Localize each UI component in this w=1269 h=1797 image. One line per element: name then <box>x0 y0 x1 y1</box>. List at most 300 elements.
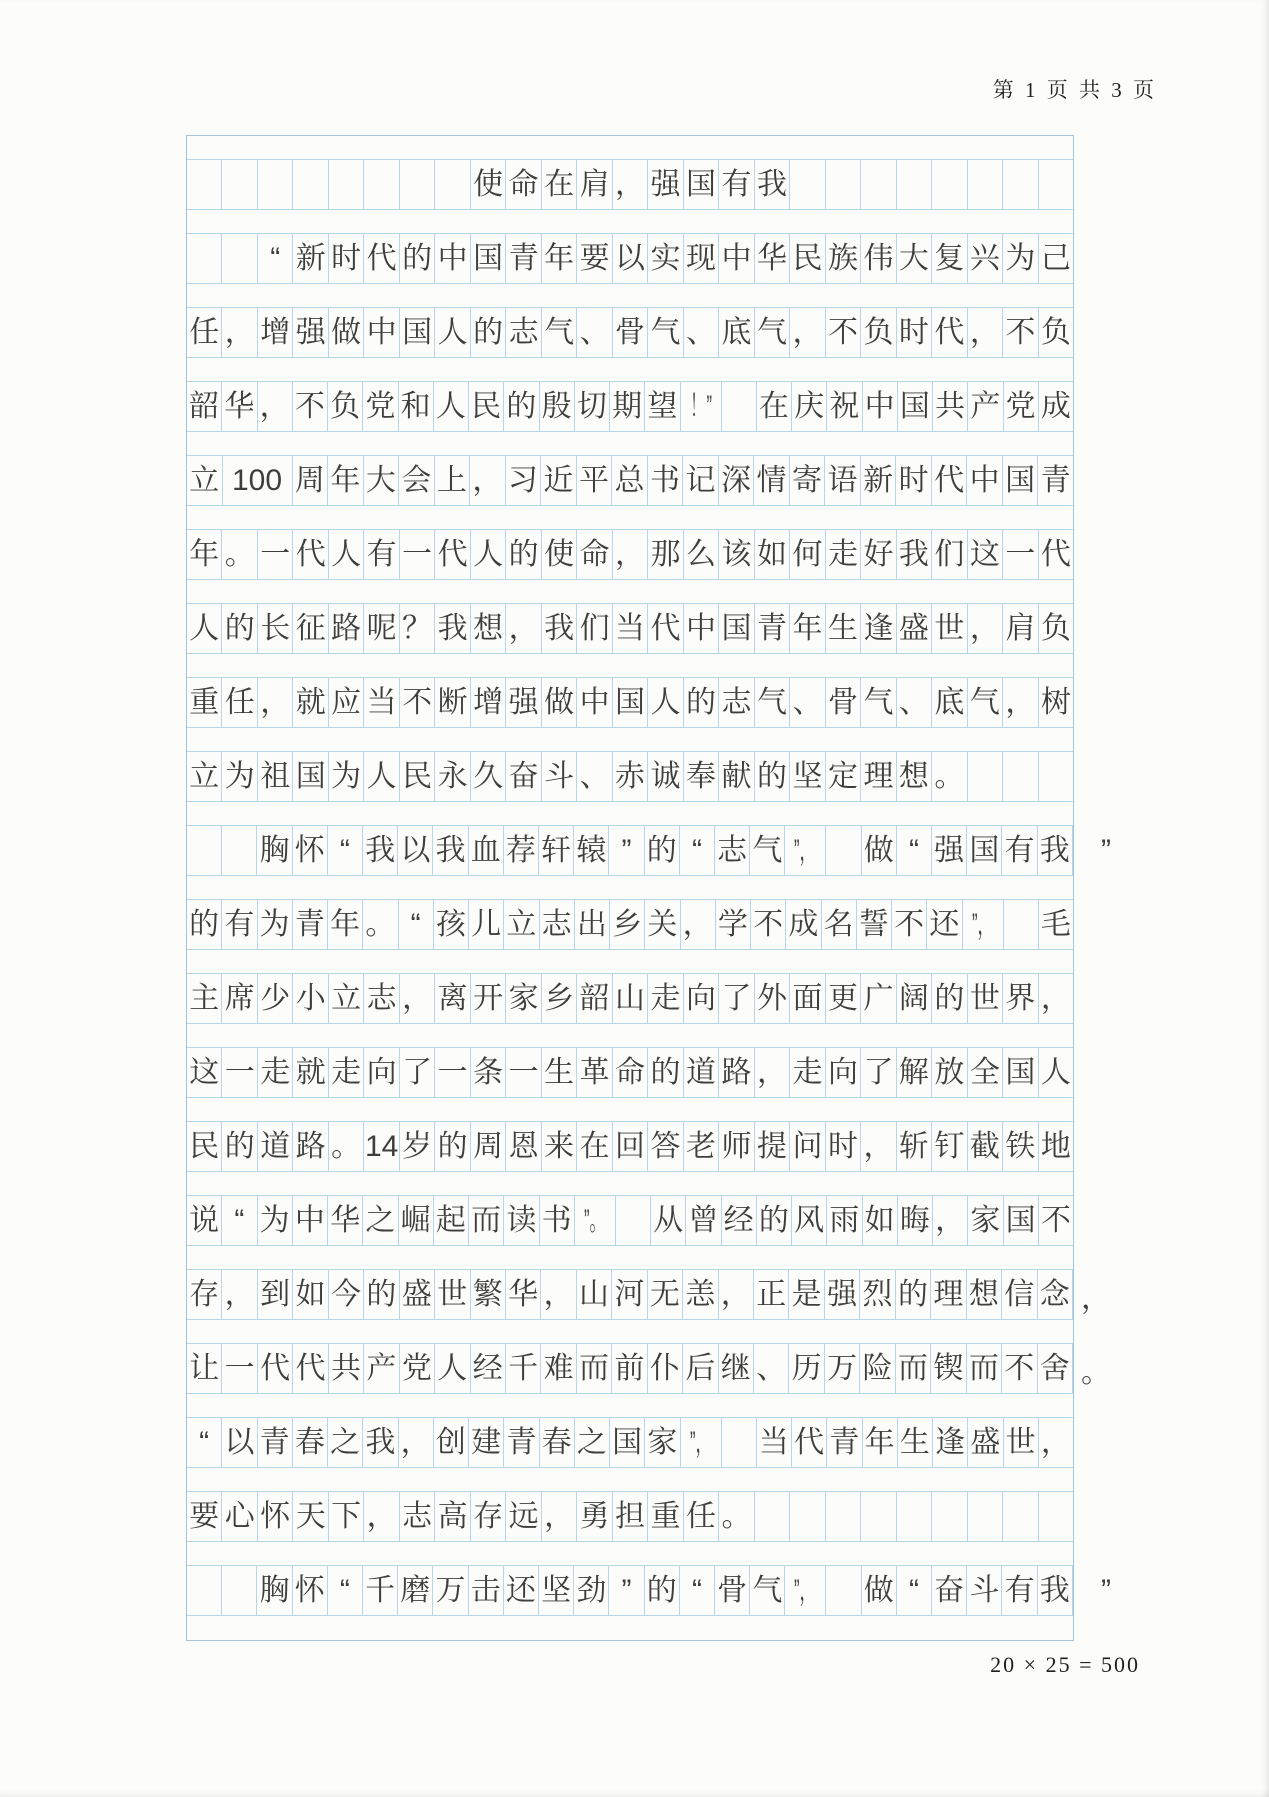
grid-cell <box>399 456 435 505</box>
grid-cell <box>258 1270 293 1319</box>
grid-cell <box>755 974 790 1023</box>
grid-cell <box>222 382 257 431</box>
grid-cell <box>1002 826 1037 875</box>
grid-cell <box>187 1270 222 1319</box>
grid-cell <box>471 160 506 209</box>
grid-cell <box>826 530 861 579</box>
grid-spacer-row <box>187 210 1073 234</box>
grid-cell <box>897 1122 932 1171</box>
grid-cell <box>577 456 613 505</box>
cell-character: 起 <box>435 1203 466 1237</box>
grid-cell <box>683 1344 718 1393</box>
grid-cell <box>471 1048 506 1097</box>
grid-cell <box>932 974 967 1023</box>
grid-cell <box>506 1344 541 1393</box>
grid-cell <box>968 234 1003 283</box>
cell-character: 担 <box>615 1499 646 1533</box>
cell-character: 的 <box>189 907 220 941</box>
cell-character: 深 <box>721 463 751 497</box>
grid-cell <box>1039 974 1073 1023</box>
grid-cell <box>610 382 645 431</box>
grid-cell <box>1038 1344 1073 1393</box>
cell-character: 如 <box>295 1277 326 1311</box>
grid-cell <box>648 1048 683 1097</box>
cell-character: 国 <box>899 389 930 423</box>
cell-character: ， <box>543 1277 574 1311</box>
grid-cell <box>757 1196 792 1245</box>
grid-cell <box>719 160 754 209</box>
cell-character: ”。 <box>583 1203 606 1237</box>
cell-character: 增 <box>473 685 504 719</box>
grid-cell <box>932 308 967 357</box>
cell-character: 志 <box>717 833 748 867</box>
cell-character: 新 <box>863 463 894 497</box>
cell-character: ？ <box>402 611 433 645</box>
cell-character: 书 <box>649 463 680 497</box>
cell-character: 之 <box>330 1425 361 1459</box>
grid-cell <box>577 1048 612 1097</box>
grid-spacer-row <box>187 802 1073 826</box>
cell-character: 面 <box>792 981 823 1015</box>
grid-cell <box>1003 308 1038 357</box>
cell-character: ， <box>792 315 823 349</box>
grid-cell <box>826 826 861 875</box>
grid-cell <box>435 678 470 727</box>
cell-character: 我 <box>437 611 468 645</box>
grid-cell <box>187 900 222 949</box>
grid-cell <box>363 1196 398 1245</box>
grid-cell <box>968 974 1003 1023</box>
cell-character: 华 <box>756 241 787 275</box>
grid-cell <box>898 1196 933 1245</box>
cell-character: 该 <box>721 537 752 571</box>
cell-character: 的 <box>437 1129 468 1163</box>
cell-character: 祖 <box>260 759 291 793</box>
grid-cell <box>968 752 1003 801</box>
cell-character: 一 <box>260 537 291 571</box>
cell-character: 时 <box>827 1129 858 1163</box>
grid-cell <box>222 160 257 209</box>
grid-cell <box>722 1418 757 1467</box>
cell-character: 的 <box>646 1573 677 1607</box>
grid-cell <box>399 900 434 949</box>
cell-character: 民 <box>189 1129 220 1163</box>
cell-character: 100 <box>232 463 283 497</box>
grid-cell <box>400 530 435 579</box>
cell-character: 诚 <box>650 759 681 793</box>
grid-cell <box>896 456 932 505</box>
grid-cell <box>790 1122 825 1171</box>
cell-character: “ <box>410 907 421 941</box>
cell-character: 祝 <box>829 389 860 423</box>
grid-cell <box>932 1566 967 1615</box>
grid-cell <box>187 678 222 727</box>
grid-cell <box>577 678 612 727</box>
cell-character: 有 <box>1004 1573 1035 1607</box>
grid-cell <box>187 1566 222 1615</box>
grid-cell <box>826 604 861 653</box>
cell-character: 民 <box>792 241 823 275</box>
grid-cell <box>932 1122 967 1171</box>
cell-character: 负 <box>1040 611 1071 645</box>
grid-cell <box>790 678 825 727</box>
grid-cell <box>826 1566 861 1615</box>
cell-character: 的 <box>506 389 537 423</box>
cell-character: “ <box>339 833 350 867</box>
cell-character: 。 <box>365 907 396 941</box>
cell-character: 向 <box>686 981 717 1015</box>
grid-cell <box>435 1492 470 1541</box>
grid-cell <box>329 234 364 283</box>
grid-cell <box>469 826 504 875</box>
cell-character: 开 <box>473 981 504 1015</box>
cell-character: 存 <box>473 1499 504 1533</box>
cell-character: 记 <box>685 463 716 497</box>
grid-cell <box>542 308 577 357</box>
cell-character: 国 <box>721 611 752 645</box>
cell-character: “ <box>691 833 702 867</box>
cell-character: 舍 <box>1039 1351 1070 1385</box>
cell-character: ， <box>935 1203 966 1237</box>
grid-cell <box>861 752 896 801</box>
grid-cell <box>1038 1270 1073 1319</box>
grid-cell <box>293 1418 328 1467</box>
grid-cell <box>400 1492 435 1541</box>
grid-cell <box>826 678 861 727</box>
grid-cell <box>719 974 754 1023</box>
grid-cell <box>898 382 933 431</box>
cell-character: 强 <box>508 685 539 719</box>
grid-cell <box>293 604 328 653</box>
grid-cell <box>434 900 469 949</box>
grid-cell <box>435 604 470 653</box>
grid-cell <box>968 1048 1003 1097</box>
grid-cell <box>963 900 1004 949</box>
grid-cell <box>645 900 680 949</box>
cell-character: 骨 <box>717 1573 748 1607</box>
grid-cell <box>897 678 932 727</box>
cell-character: 周 <box>294 463 325 497</box>
cell-character: 中 <box>437 241 468 275</box>
cell-character: 代 <box>366 241 397 275</box>
grid-cell <box>574 826 609 875</box>
cell-character: “ <box>908 833 919 867</box>
grid-cell <box>861 678 896 727</box>
grid-cell <box>540 1418 575 1467</box>
cell-character: 而 <box>897 1351 928 1385</box>
cell-character: 底 <box>934 685 965 719</box>
cell-character: 险 <box>862 1351 893 1385</box>
cell-character: 气 <box>650 315 681 349</box>
grid-cell <box>363 1418 398 1467</box>
cell-character: 广 <box>863 981 894 1015</box>
grid-cell <box>827 1418 862 1467</box>
grid-cell <box>933 382 968 431</box>
cell-character: 有 <box>366 537 397 571</box>
grid-cell <box>822 900 857 949</box>
cell-character: 师 <box>721 1129 752 1163</box>
cell-character: 成 <box>1040 389 1071 423</box>
cell-character: 赤 <box>615 759 646 793</box>
cell-character: 不 <box>753 907 784 941</box>
cell-character: 创 <box>435 1425 466 1459</box>
grid-cell <box>754 1270 789 1319</box>
cell-character: 立 <box>189 759 220 793</box>
grid-cell <box>1038 1566 1073 1615</box>
grid-cell <box>1003 160 1038 209</box>
grid-cell <box>471 1344 506 1393</box>
cell-character: 中 <box>579 685 610 719</box>
cell-character: 有 <box>1004 833 1035 867</box>
grid-cell <box>1003 1492 1038 1541</box>
cell-character: 年 <box>792 611 823 645</box>
cell-character: 斩 <box>898 1129 929 1163</box>
cell-character: 人 <box>189 611 220 645</box>
grid-cell <box>1003 974 1038 1023</box>
grid-cell <box>645 1418 680 1467</box>
cell-character: 外 <box>756 981 787 1015</box>
grid-cell <box>613 234 648 283</box>
grid-cell <box>613 1048 648 1097</box>
cell-character: 辕 <box>576 833 607 867</box>
grid-cell <box>433 1566 468 1615</box>
cell-character: 国 <box>686 167 717 201</box>
grid-cell <box>792 1418 827 1467</box>
cell-character: 誓 <box>858 907 889 941</box>
cell-character: 儿 <box>471 907 502 941</box>
grid-text-row <box>187 1196 1073 1246</box>
grid-cell <box>363 1566 398 1615</box>
grid-cell <box>539 1566 574 1615</box>
cell-character: 理 <box>863 759 894 793</box>
cell-character: 斗 <box>969 1573 1000 1607</box>
grid-cell <box>364 308 399 357</box>
grid-cell <box>469 1196 504 1245</box>
grid-cell <box>684 678 719 727</box>
cell-character: ， <box>400 1425 431 1459</box>
cell-character: 而 <box>579 1351 610 1385</box>
cell-character: 代 <box>934 463 965 497</box>
cell-character: 的 <box>508 537 539 571</box>
cell-character: 不 <box>827 315 858 349</box>
grid-cell <box>861 234 896 283</box>
grid-cell <box>363 826 398 875</box>
cell-character: 席 <box>224 981 255 1015</box>
grid-cell <box>329 1270 364 1319</box>
cell-character: 代 <box>794 1425 825 1459</box>
cell-character: 存 <box>189 1277 220 1311</box>
cell-character: 这 <box>189 1055 220 1089</box>
cell-character: 国 <box>615 685 646 719</box>
cell-character: 如 <box>756 537 787 571</box>
grid-cell <box>364 974 399 1023</box>
grid-cell <box>785 826 826 875</box>
cell-character: 奋 <box>934 1573 965 1607</box>
grid-cell <box>328 1566 363 1615</box>
cell-character: 中 <box>294 1203 325 1237</box>
grid-cell <box>400 604 435 653</box>
grid-cell <box>827 1196 862 1245</box>
grid-cell <box>648 1344 683 1393</box>
grid-cell <box>612 1344 647 1393</box>
cell-character: ， <box>615 167 646 201</box>
cell-character: 底 <box>721 315 752 349</box>
cell-character: 少 <box>260 981 291 1015</box>
cell-character: 国 <box>1005 1203 1036 1237</box>
cell-character: 这 <box>969 537 1000 571</box>
cell-character: 民 <box>402 759 433 793</box>
cell-character: 胸 <box>259 833 290 867</box>
cell-character: ， <box>260 685 291 719</box>
grid-cell <box>435 1122 470 1171</box>
grid-cell <box>648 974 683 1023</box>
grid-cell <box>258 234 293 283</box>
cell-character: 何 <box>792 537 823 571</box>
cell-character: 坚 <box>541 1573 572 1607</box>
grid-cell <box>222 1270 257 1319</box>
grid-cell <box>187 234 222 283</box>
cell-character: 党 <box>1005 389 1036 423</box>
cell-character: 么 <box>686 537 717 571</box>
cell-character: 使 <box>473 167 504 201</box>
grid-text-row <box>187 826 1111 876</box>
grid-cell <box>435 530 470 579</box>
grid-cell <box>506 604 541 653</box>
grid-cell <box>364 1344 399 1393</box>
grid-cell <box>434 1418 469 1467</box>
cell-character: 经 <box>723 1203 754 1237</box>
grid-cell <box>968 382 1003 431</box>
grid-cell <box>329 1122 364 1171</box>
grid-cell <box>645 382 680 431</box>
cell-character: 立 <box>331 981 362 1015</box>
grid-cell <box>471 234 506 283</box>
grid-cell <box>719 1270 754 1319</box>
cell-character: 上 <box>436 463 467 497</box>
grid-cell <box>328 826 363 875</box>
grid-cell <box>785 1566 826 1615</box>
cell-character: 有 <box>224 907 255 941</box>
grid-cell <box>293 1566 328 1615</box>
grid-cell <box>398 1566 433 1615</box>
cell-character: 在 <box>544 167 575 201</box>
grid-cell <box>435 1270 470 1319</box>
cell-character: 一 <box>224 1055 255 1089</box>
cell-character: 道 <box>260 1129 291 1163</box>
grid-cell <box>328 900 363 949</box>
grid-cell <box>328 382 363 431</box>
grid-cell <box>684 604 719 653</box>
grid-cell <box>862 1566 897 1615</box>
cell-character: 怀 <box>294 1573 325 1607</box>
cell-character: 族 <box>827 241 858 275</box>
grid-cell <box>540 382 575 431</box>
grid-cell <box>575 900 610 949</box>
cell-character: 我 <box>544 611 575 645</box>
cell-character: 的 <box>934 981 965 1015</box>
cell-character: 庆 <box>794 389 825 423</box>
cell-character: 路 <box>295 1129 326 1163</box>
cell-character: ， <box>472 463 503 497</box>
cell-character: 复 <box>934 241 965 275</box>
grid-cell <box>328 1418 363 1467</box>
cell-character: 我 <box>435 833 466 867</box>
cell-character: 久 <box>473 759 504 793</box>
grid-cell <box>790 974 825 1023</box>
cell-character: 们 <box>579 611 610 645</box>
grid-cell <box>897 160 932 209</box>
grid-cell <box>435 1048 470 1097</box>
cell-character: 永 <box>437 759 468 793</box>
grid-cell <box>469 382 504 431</box>
grid-cell <box>613 678 648 727</box>
cell-character: 天 <box>295 1499 326 1533</box>
cell-character: 春 <box>541 1425 572 1459</box>
grid-cell <box>187 308 222 357</box>
cell-character: 读 <box>506 1203 537 1237</box>
page-indicator: 第 1 页 共 3 页 <box>992 78 1157 102</box>
grid-cell <box>681 382 722 431</box>
grid-cell <box>329 678 364 727</box>
grid-cell <box>826 974 861 1023</box>
cell-character: 到 <box>260 1277 291 1311</box>
cell-character: 任 <box>686 1499 717 1533</box>
grid-cell <box>1039 382 1073 431</box>
grid-cell <box>471 678 506 727</box>
grid-cell <box>750 1566 785 1615</box>
cell-character: ”， <box>689 1425 712 1459</box>
cell-character: 志 <box>402 1499 433 1533</box>
grid-cell <box>506 678 541 727</box>
grid-cell <box>681 1418 722 1467</box>
grid-cell <box>506 530 541 579</box>
cell-character: 平 <box>578 463 609 497</box>
grid-cell <box>258 974 293 1023</box>
grid-cell <box>400 1344 435 1393</box>
grid-cell <box>293 234 328 283</box>
cell-character: 理 <box>933 1277 964 1311</box>
grid-cell <box>968 1196 1003 1245</box>
grid-cell <box>1003 1122 1038 1171</box>
grid-text-row <box>187 1344 1111 1394</box>
cell-character: 走 <box>331 1055 362 1089</box>
cell-character: 肩 <box>1005 611 1036 645</box>
grid-cell <box>575 1418 610 1467</box>
grid-spacer-row <box>187 728 1073 752</box>
grid-cell <box>610 900 645 949</box>
cell-character: 书 <box>541 1203 572 1237</box>
cell-character: 河 <box>614 1277 645 1311</box>
cell-character: 回 <box>615 1129 646 1163</box>
cell-character: 重 <box>650 1499 681 1533</box>
grid-cell <box>187 604 222 653</box>
cell-character: 的 <box>897 1277 928 1311</box>
grid-cell <box>222 900 257 949</box>
cell-character: 为 <box>259 907 290 941</box>
grid-cell <box>897 1492 932 1541</box>
cell-character: 好 <box>863 537 894 571</box>
grid-cell <box>506 1492 541 1541</box>
cell-character: 一 <box>437 1055 468 1089</box>
grid-cell <box>684 160 719 209</box>
grid-cell <box>861 604 896 653</box>
grid-cell <box>755 678 790 727</box>
cell-character: 千 <box>365 1573 396 1607</box>
grid-cell <box>329 530 364 579</box>
cell-character: 强 <box>827 1277 858 1311</box>
cell-character: 关 <box>647 907 678 941</box>
cell-character: 奋 <box>508 759 539 793</box>
